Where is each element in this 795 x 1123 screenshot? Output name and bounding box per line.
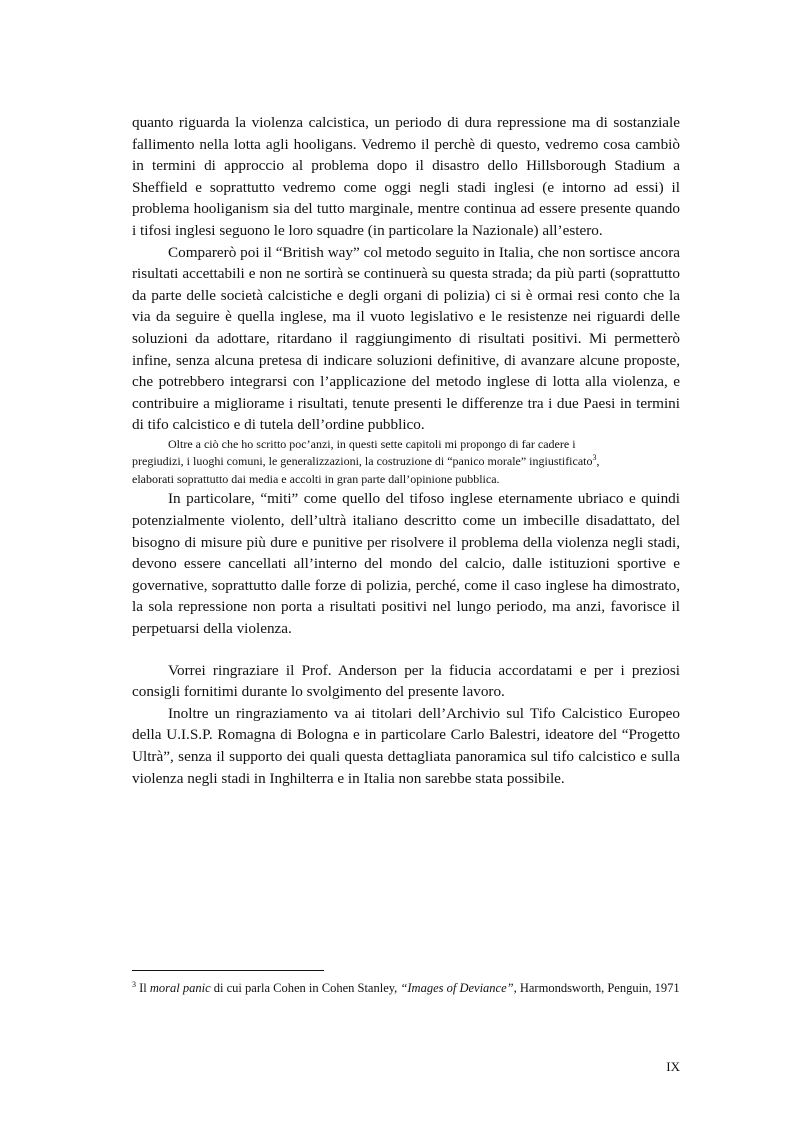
paragraph-british-way: Comparerò poi il “British way” col metodo seguito in Italia, che non sortisce ancora risultati accettabili e non ne sortirà se continuerà su questa strada; da più parti (soprattutto da parte delle società calcistiche e degli organi di polizia) ci si è ormai resi conto che la via da seguire è quella inglese, ma il vuoto legislativo e le resistenze nei riguardi delle soluzioni da adottare, ritardano il raggiungimento di risultati positivi. Mi permetterò infine, senza alcuna pretesa di indicare soluzioni definitive, di avanzare alcune proposte, che potrebbero integrarsi con l’applicazione del metodo inglese di lotta alla violenza, e contribuire a migliorame i risultati, tenute presenti le differenze tra i due Paesi in termini di tifo calcistico e di tutela dell’ordine pubblico.	[132, 243, 680, 434]
paragraph-gap	[132, 640, 680, 660]
footnote-pre: Il	[136, 981, 150, 995]
small-text-block	[132, 436, 680, 489]
paragraph-intro-continuation: quanto riguarda la violenza calcistica, un periodo di dura repressione ma di sostanziale fallimento nella lotta agli hooligans. Vedremo il perchè di questo, vedremo cosa cambiò in termini di approccio al problema dopo il disastro dello Hillsborough Stadium a Sheffield e soprattutto vedremo come oggi negli stadi inglesi (e intorno ad essi) il problema hooliganism sia del tutto marginale, mentre continua ad essere presente quando i tifosi inglesi seguono le loro squadre (in particolare la Nazionale) all’estero.	[132, 114, 680, 239]
paragraph-miti: In particolare, “miti” come quello del tifoso inglese eternamente ubriaco e quindi potenzialmente violento, dell’ultrà italiano descritto come un imbecille disadattato, del bisogno di misure più dure e punitive per risolvere il problema della violenza negli stadi, devono essere cancellati all’interno del mondo del calcio, dalle istituzioni sportive e governative, soprattutto dalle forze di polizia, perché, come il caso inglese ha dimostrato, la sola repressione non porta a risultati positivi nel lungo periodo, ma anzi, favorisce il perpetuarsi della violenza.	[132, 490, 680, 637]
footnote	[132, 978, 680, 998]
page-number: IX	[666, 1059, 680, 1074]
footnote-reference[interactable]: 3	[592, 453, 597, 463]
footnote-mid: di cui parla Cohen in Cohen Stanley,	[210, 981, 401, 995]
footnote-post: Harmondsworth, Penguin, 1971	[516, 981, 680, 995]
footnote-separator	[132, 970, 324, 971]
small-text-line-3: elaborati soprattutto dai media e accolti in gran parte dall’opinione pubblica.	[132, 471, 500, 486]
page-body	[132, 112, 680, 789]
small-text-line-2-end: ,	[596, 454, 600, 469]
small-text-line-1: Oltre a ciò che ho scritto poc’anzi, in questi sette capitoli mi propongo di far cadere i	[168, 436, 576, 451]
footnote-moral-panic: moral panic	[149, 981, 211, 995]
footnote-book-title: “Images of Deviance”,	[400, 981, 517, 995]
small-text-line-2	[132, 453, 680, 471]
small-text-line-2-text: pregiudizi, i luoghi comuni, le generalizzazioni, la costruzione di “panico morale” ingiustificato	[132, 454, 593, 469]
footnote-number: 3	[132, 979, 136, 989]
paragraph-thanks-archive: Inoltre un ringraziamento va ai titolari dell’Archivio sul Tifo Calcistico Europeo della U.I.S.P. Romagna di Bologna e in particolare Carlo Balestri, ideatore del “Progetto Ultrà”, senza il supporto dei quali questa dettagliata panoramica sul tifo calcistico e sulla violenza negli stadi in Inghilterra e in Italia non sarebbe stata possibile.	[132, 704, 680, 787]
paragraph-thanks-anderson: Vorrei ringraziare il Prof. Anderson per la fiducia accordatami e per i preziosi consigli fornitimi durante lo svolgimento del presente lavoro.	[132, 661, 680, 701]
